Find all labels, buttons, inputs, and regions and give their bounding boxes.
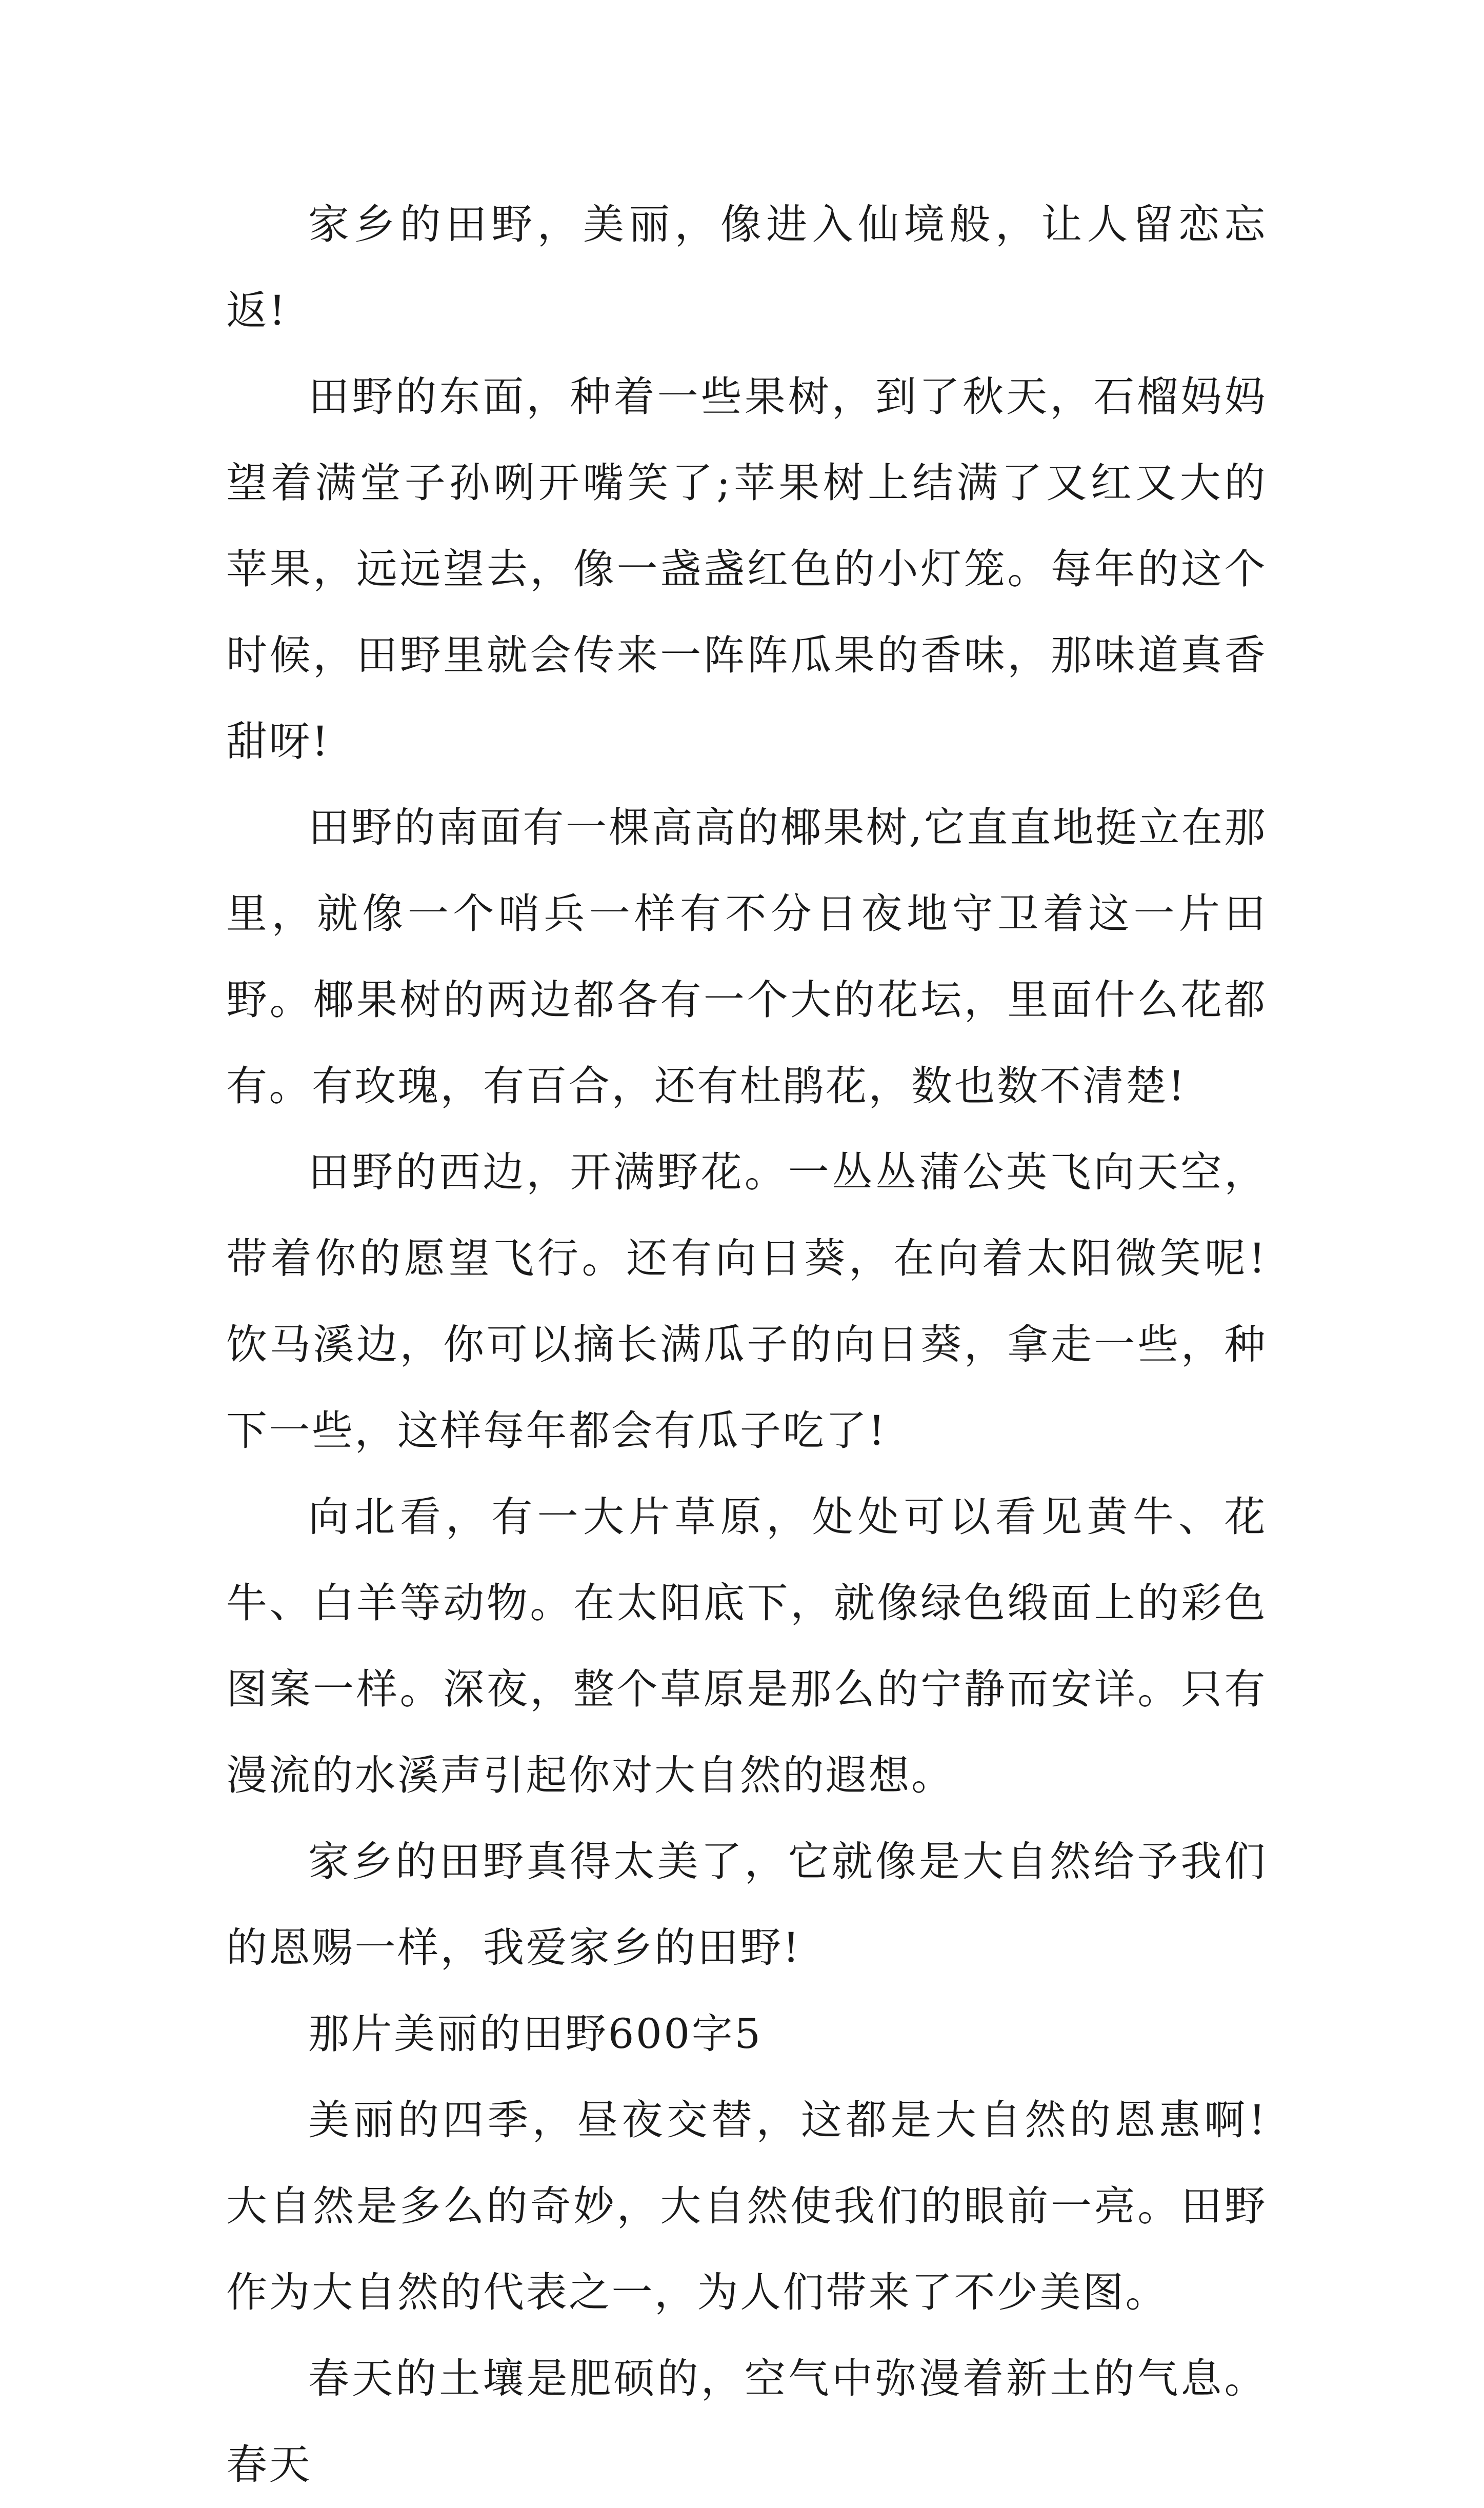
paragraph-8: 春天的土壤是肥硕的，空气中弥漫着新土的气息。春天 xyxy=(226,2355,1267,2489)
paragraph-7: 美丽的四季，昼夜交替，这都是大自然的恩惠啊!大自然是多么的奇妙，大自然使我们的眼前一亮。田野作为大自然的代表之一，为人们带来了不少美图。 xyxy=(226,2096,1267,2316)
paragraph-4: 田野的西边，开满野花。一丛丛蒲公英飞向天空，带着你的愿望飞行。还有向日葵，在向着太阳微笑呢!饮马溪边，你可以摘长满瓜子的向日葵，拿走一些，种下一些，这样每年都会有瓜子吃了! xyxy=(226,1148,1267,1455)
paragraph-6: 家乡的田野真得太美了，它就像是大自然给予我们的恩赐一样，我爱家乡的田野! xyxy=(226,1838,1267,1972)
paragraph-2: 田野的东面，种着一些果树，到了秋天，石榴妈妈望着满堂子孙咧开嘴笑了;苹果树上结满了又红又大的苹果，远远望去，像一盏盏红色的小灯笼。每年的这个时候，田野里就会传来一阵阵瓜果的香味，那味道真香甜呀! xyxy=(226,373,1267,765)
section-heading: 那片美丽的田野600字5 xyxy=(308,2010,763,2058)
document-body xyxy=(226,182,1267,2508)
paragraph-1: 家乡的田野，美丽，像进入仙境般，让人留恋忘返! xyxy=(226,201,1267,334)
paragraph-3: 田野的南面有一棵高高的椰果树,它直直地挺立在那里，就像一个哨兵一样有不分日夜地守卫着这一片田野。椰果树的两边都各有一个大的花坛，里面什么花都有。有玫瑰，有百合，还有杜鹃花，数也数不清楚! xyxy=(226,804,1267,1110)
paragraph-5: 向北看，有一大片草原，处处可以看见黄牛、花牛、白羊等动物。在太阳底下，就像绿色缎面上的彩色图案一样。深夜，整个草原是那么的宁静而安详。只有漫流的水溪声引起你对大自然的遐想。 xyxy=(226,1493,1267,1799)
